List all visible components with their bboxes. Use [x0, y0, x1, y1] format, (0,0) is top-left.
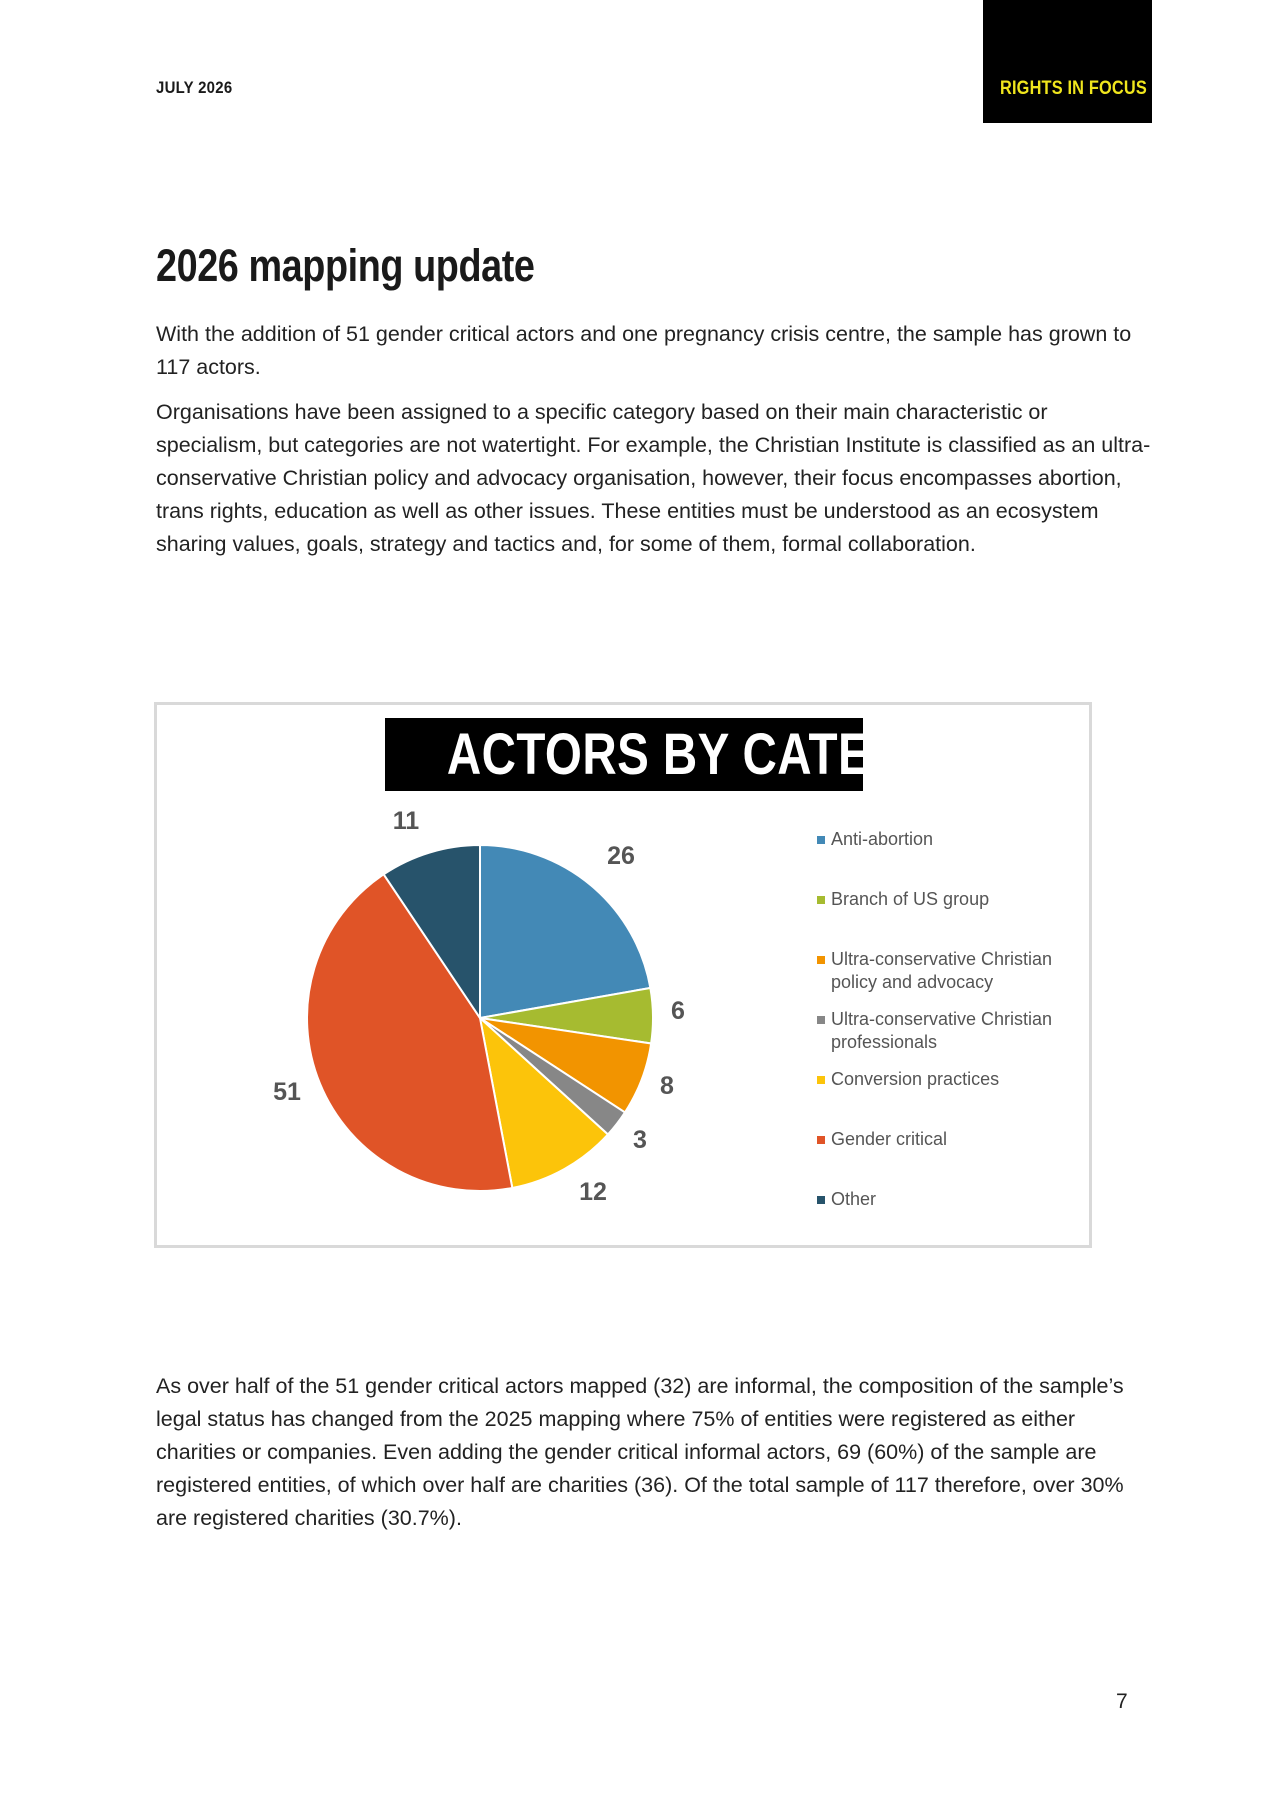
legend-swatch: [817, 896, 825, 904]
paragraph-intro: With the addition of 51 gender critical actors and one pregnancy crisis centre, the sample has grown to 117 actors.: [156, 322, 1132, 379]
data-label-other: 11: [392, 807, 420, 835]
data-label-ultra-conservative-christian-professionals: 3: [633, 1126, 647, 1154]
legend-swatch: [817, 1016, 825, 1024]
legend-label: Conversion practices: [831, 1069, 1000, 1089]
legend-swatch: [817, 1136, 825, 1144]
data-label-ultra-conservative-christian-policy-and-advocacy: 8: [660, 1072, 674, 1100]
legend-label: Anti-abortion: [831, 829, 934, 849]
chart-title-text: ACTORS BY CATEGORY: [446, 722, 1011, 787]
data-label-conversion-practices: 12: [579, 1178, 607, 1206]
legend-label: Branch of US group: [831, 889, 990, 909]
legend-swatch: [817, 1076, 825, 1084]
page-number: 7: [1116, 1690, 1128, 1713]
legend-swatch: [817, 1196, 825, 1204]
paragraph-legal-status: As over half of the 51 gender critical actors mapped (32) are informal, the composition of the sample’s legal status has changed from the 2025 mapping where 75% of entities were registered as either charities or companies. Even adding the gender critical informal actors, 69 (60%) of the sample are registered entities, of which over half are charities (36). Of the total sample of 117 therefore, over 30% are registered charities (30.7%).: [156, 1374, 1124, 1530]
page-title: 2026 mapping update: [156, 240, 535, 291]
legend-label: Other: [831, 1189, 877, 1209]
legend-swatch: [817, 836, 825, 844]
brand-label: RIGHTS IN FOCUS: [1000, 78, 1147, 99]
legend-label: Ultra-conservative Christian policy and advocacy: [831, 949, 1053, 992]
data-label-gender-critical: 51: [273, 1078, 301, 1106]
legend-label: Gender critical: [831, 1129, 948, 1149]
legend-label: Ultra-conservative Christian professionals: [831, 1009, 1053, 1052]
data-label-anti-abortion: 26: [607, 842, 635, 870]
paragraph-categories: Organisations have been assigned to a specific category based on their main characteristic or specialism, but categories are not watertight. For example, the Christian Institute is classified as an ultra-conservative Christian policy and advocacy organisation, however, their focus encompasses abortion, trans rights, education as well as other issues. These entities must be understood as an ecosystem sharing values, goals, strategy and tactics and, for some of them, formal collaboration.: [156, 400, 1151, 556]
data-label-branch-of-us-group: 6: [671, 997, 685, 1025]
legend-swatch: [817, 956, 825, 964]
header-date: JULY 2026: [156, 78, 233, 97]
